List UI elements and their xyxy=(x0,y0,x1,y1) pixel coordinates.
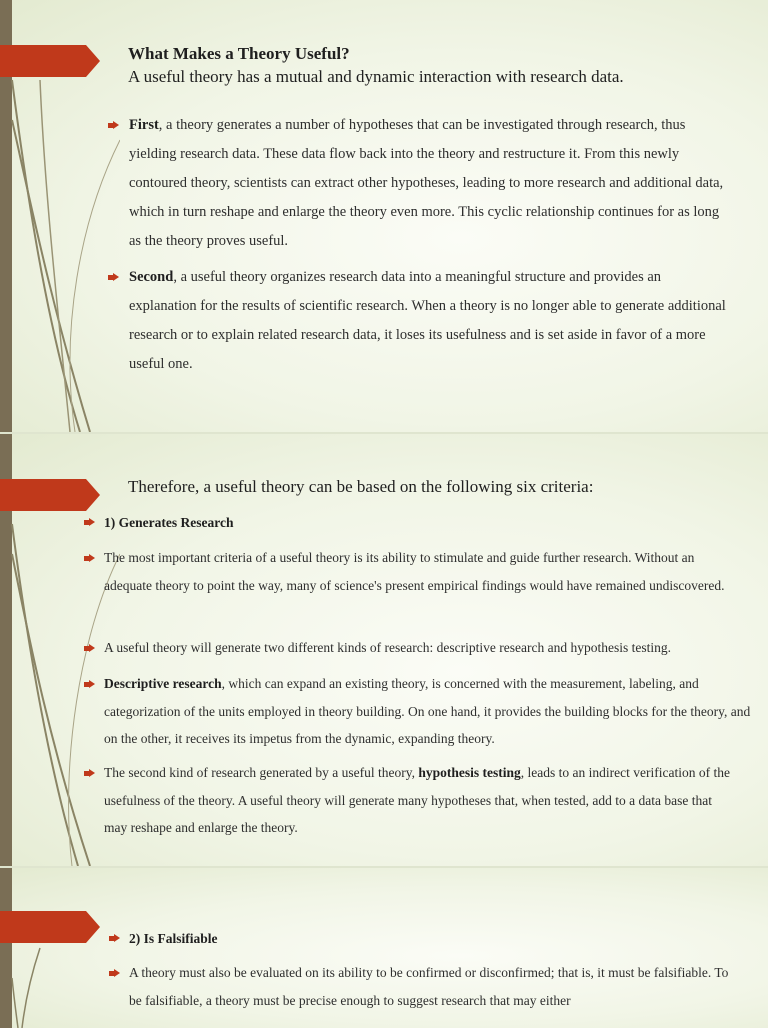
bullet-arrow-icon xyxy=(109,934,120,943)
slide-1 xyxy=(0,0,768,432)
bullet-arrow-icon xyxy=(109,969,120,978)
criterion-2-label: 2) Is Falsifiable xyxy=(129,931,218,946)
criterion-1-para-1: The most important criteria of a useful theory is its ability to stimulate and guide further research. Without an adequate theory to point the way, many of science's present empirical findings would have remained undiscovered. xyxy=(104,550,725,593)
hypothesis-testing-bold: hypothesis testing xyxy=(418,765,521,780)
section-tag xyxy=(0,911,100,943)
bullet-arrow-icon xyxy=(84,644,95,653)
bullet-arrow-icon xyxy=(84,518,95,527)
decorative-swirl xyxy=(0,868,120,1028)
bullet-arrow-icon xyxy=(84,554,95,563)
bullet-arrow-icon xyxy=(108,273,119,282)
bullet-first-bold: First xyxy=(129,117,159,133)
criterion-1-para-4 xyxy=(104,759,734,842)
hypothesis-pre: The second kind of research generated by a useful theory, xyxy=(104,765,419,780)
criteria-heading: Therefore, a useful theory can be based on the following six criteria: xyxy=(128,477,594,496)
criterion-1-heading xyxy=(104,509,233,537)
bullet-arrow-icon xyxy=(84,769,95,778)
bullet-arrow-icon xyxy=(84,680,95,689)
descriptive-research-bold: Descriptive research xyxy=(104,676,222,691)
criterion-1-label: 1) Generates Research xyxy=(104,515,234,530)
title-tag xyxy=(0,45,100,77)
criterion-2-heading xyxy=(129,925,218,953)
criterion-2-para-1: A theory must also be evaluated on its ability to be confirmed or disconfirmed; that is, it must be falsifiable. To be falsifiable, a theory must be precise enough to suggest research that may either xyxy=(129,965,729,1008)
bullet-second-bold: Second xyxy=(129,269,174,285)
slide-title: What Makes a Theory Useful? xyxy=(128,44,350,63)
bullet-second-text: , a useful theory organizes research data into a meaningful structure and provides an explanation for the results of scientific research. When a theory is no longer able to generate additional research or to explain related research data, it loses its usefulness and is set aside in favor of a more useful one. xyxy=(129,269,726,372)
hypothesis-post: , leads to an indirect verification of the usefulness of the theory. A useful theory will generate many hypotheses that, when tested, add to a data base that may reshape and enlarge the theory. xyxy=(104,765,730,835)
criterion-1-para-2: A useful theory will generate two different kinds of research: descriptive research and hypothesis testing. xyxy=(104,640,671,655)
slide-subtitle: A useful theory has a mutual and dynamic interaction with research data. xyxy=(128,67,624,86)
bullet-arrow-icon xyxy=(108,121,119,130)
criterion-1-para-3 xyxy=(104,670,754,753)
bullet-first-text: , a theory generates a number of hypotheses that can be investigated through research, thus yielding research data. These data flow back into the theory and restructure it. From this newly contoured theory, scientists can extract other hypotheses, leading to more research and additional data, which in turn reshape and enlarge the theory even more. This cyclic relationship continues for as long as the theory proves useful. xyxy=(129,117,724,249)
bullet-second xyxy=(129,263,729,379)
descriptive-research-text: , which can expand an existing theory, is concerned with the measurement, labeling, and categorization of the units employed in theory building. On one hand, it provides the building blocks for the theory, and on the other, it receives its impetus from the dynamic, expanding theory. xyxy=(104,676,751,746)
bullet-first xyxy=(129,111,729,256)
section-tag xyxy=(0,479,100,511)
